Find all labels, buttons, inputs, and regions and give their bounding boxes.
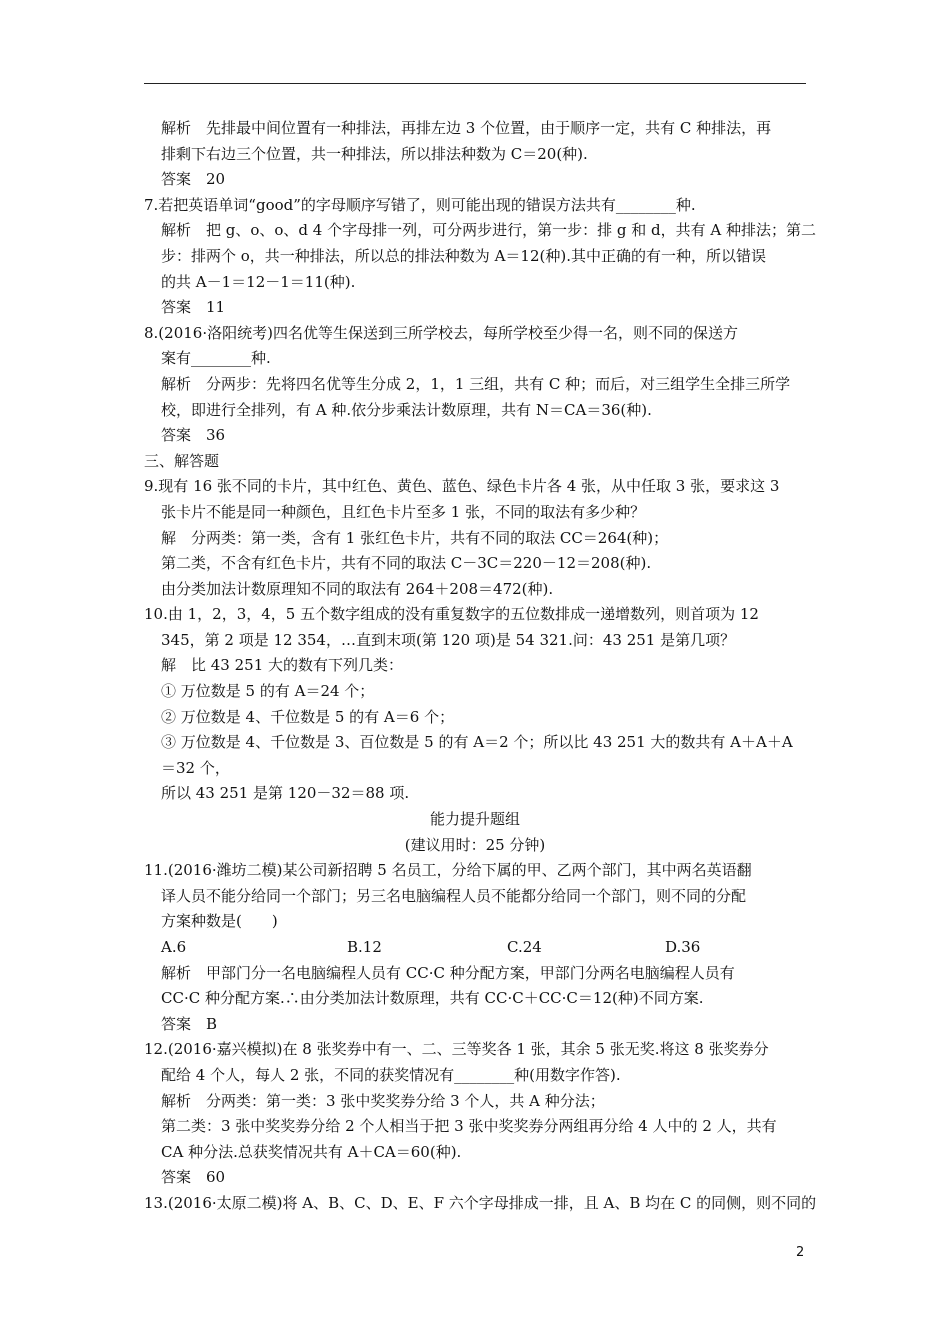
text-line: 答案 20 bbox=[161, 170, 226, 189]
text-line: 解析 甲部门分一名电脑编程人员有 CC·C 种分配方案，甲部门分两名电脑编程人员有 bbox=[161, 963, 735, 982]
text-line: 排剩下右边三个位置，共一种排法，所以排法种数为 C＝20(种). bbox=[161, 144, 588, 163]
answer-option: C.24 bbox=[507, 938, 542, 956]
text-line: CA 种分法.总获奖情况共有 A＋CA＝60(种). bbox=[161, 1142, 462, 1161]
text-line: 第二类，不含有红色卡片，共有不同的取法 C－3C＝220－12＝208(种). bbox=[161, 554, 652, 573]
text-line: 由分类加法计数原理知不同的取法有 264＋208＝472(种). bbox=[161, 579, 554, 598]
page-number: 2 bbox=[796, 1245, 805, 1260]
text-line: 校，即进行全排列，有 A 种.依分步乘法计数原理，共有 N＝CA＝36(种). bbox=[161, 400, 652, 419]
text-line: ② 万位数是 4、千位数是 5 的有 A＝6 个； bbox=[161, 707, 455, 726]
answer-option: B.12 bbox=[347, 938, 382, 956]
text-line: 10.由 1，2，3，4，5 五个数字组成的没有重复数字的五位数排成一递增数列，则首项为 12 bbox=[144, 605, 759, 624]
answer-option: A.6 bbox=[161, 938, 187, 956]
text-line: 12.(2016·嘉兴模拟)在 8 张奖券中有一、二、三等奖各 1 张，其余 5 张无奖.将这 8 张奖券分 bbox=[144, 1040, 769, 1059]
text-line: 答案 B bbox=[161, 1014, 218, 1033]
page-body bbox=[144, 116, 824, 1217]
text-line: 解析 把 g、o、o、d 4 个字母排一列，可分两步进行，第一步：排 g 和 d，共有 A 种排法；第二 bbox=[161, 221, 816, 240]
text-line: 配给 4 个人，每人 2 张，不同的获奖情况有________种(用数字作答). bbox=[161, 1065, 621, 1084]
text-line: 方案种数是( ) bbox=[161, 912, 278, 931]
answer-option: D.36 bbox=[665, 938, 701, 956]
text-line: 解 比 43 251 大的数有下列几类： bbox=[161, 656, 404, 675]
text-line: 13.(2016·太原二模)将 A、B、C、D、E、F 六个字母排成一排，且 A、B 均在 C 的同侧，则不同的 bbox=[144, 1193, 817, 1212]
section-heading: 能力提升题组 bbox=[429, 810, 520, 829]
text-line: 三、解答题 bbox=[144, 451, 220, 470]
text-line: ③ 万位数是 4、千位数是 3、百位数是 5 的有 A＝2 个；所以比 43 251 大的数共有 A＋A＋A bbox=[161, 733, 793, 752]
text-line: 7.若把英语单词“good”的字母顺序写错了，则可能出现的错误方法共有________种. bbox=[144, 195, 696, 214]
text-line: 答案 60 bbox=[161, 1168, 226, 1187]
text-line: CC·C 种分配方案.∴由分类加法计数原理，共有 CC·C＋CC·C＝12(种)不同方案. bbox=[161, 989, 704, 1008]
text-line: 解析 分两类：第一类：3 张中奖奖券分给 3 个人，共 A 种分法； bbox=[161, 1091, 605, 1110]
text-line: 所以 43 251 是第 120－32＝88 项. bbox=[161, 784, 410, 803]
text-line: 9.现有 16 张不同的卡片，其中红色、黄色、蓝色、绿色卡片各 4 张，从中任取 3 张，要求这 3 bbox=[144, 477, 780, 496]
text-line: 解析 分两步：先将四名优等生分成 2，1，1 三组，共有 C 种；而后，对三组学生全排三所学 bbox=[161, 374, 791, 393]
text-line: 345，第 2 项是 12 354，…直到末项(第 120 项)是 54 321.问：43 251 是第几项？ bbox=[161, 630, 736, 649]
text-line: 答案 11 bbox=[161, 298, 226, 317]
answer-options bbox=[144, 935, 824, 961]
text-line: 的共 A－1＝12－1＝11(种). bbox=[161, 272, 356, 291]
section-heading: (建议用时：25 分钟) bbox=[404, 835, 546, 854]
text-line: 解析 先排最中间位置有一种排法，再排左边 3 个位置，由于顺序一定，共有 C 种排法，再 bbox=[161, 119, 772, 137]
text-line: 译人员不能分给同一个部门；另三名电脑编程人员不能都分给同一个部门，则不同的分配 bbox=[161, 886, 747, 905]
text-line: 步：排两个 o，共一种排法，所以总的排法种数为 A＝12(种).其中正确的有一种，所以错误 bbox=[161, 246, 766, 265]
text-line: 答案 36 bbox=[161, 426, 226, 445]
text-line: ① 万位数是 5 的有 A＝24 个； bbox=[161, 682, 375, 701]
text-line: 第二类：3 张中奖奖券分给 2 个人相当于把 3 张中奖奖券分两组再分给 4 人中的 2 人，共有 bbox=[161, 1117, 777, 1136]
header-rule bbox=[144, 83, 806, 84]
text-line: 11.(2016·潍坊二模)某公司新招聘 5 名员工，分给下属的甲、乙两个部门，其中两名英语翻 bbox=[144, 861, 752, 880]
text-line: ＝32 个， bbox=[161, 758, 230, 777]
text-line: 案有________种. bbox=[161, 349, 271, 368]
text-line: 解 分两类：第一类，含有 1 张红色卡片，共有不同的取法 CC＝264(种)； bbox=[161, 528, 669, 547]
text-line: 8.(2016·洛阳统考)四名优等生保送到三所学校去，每所学校至少得一名，则不同的保送方 bbox=[144, 323, 738, 342]
text-line: 张卡片不能是同一种颜色，且红色卡片至多 1 张，不同的取法有多少种？ bbox=[161, 502, 646, 521]
